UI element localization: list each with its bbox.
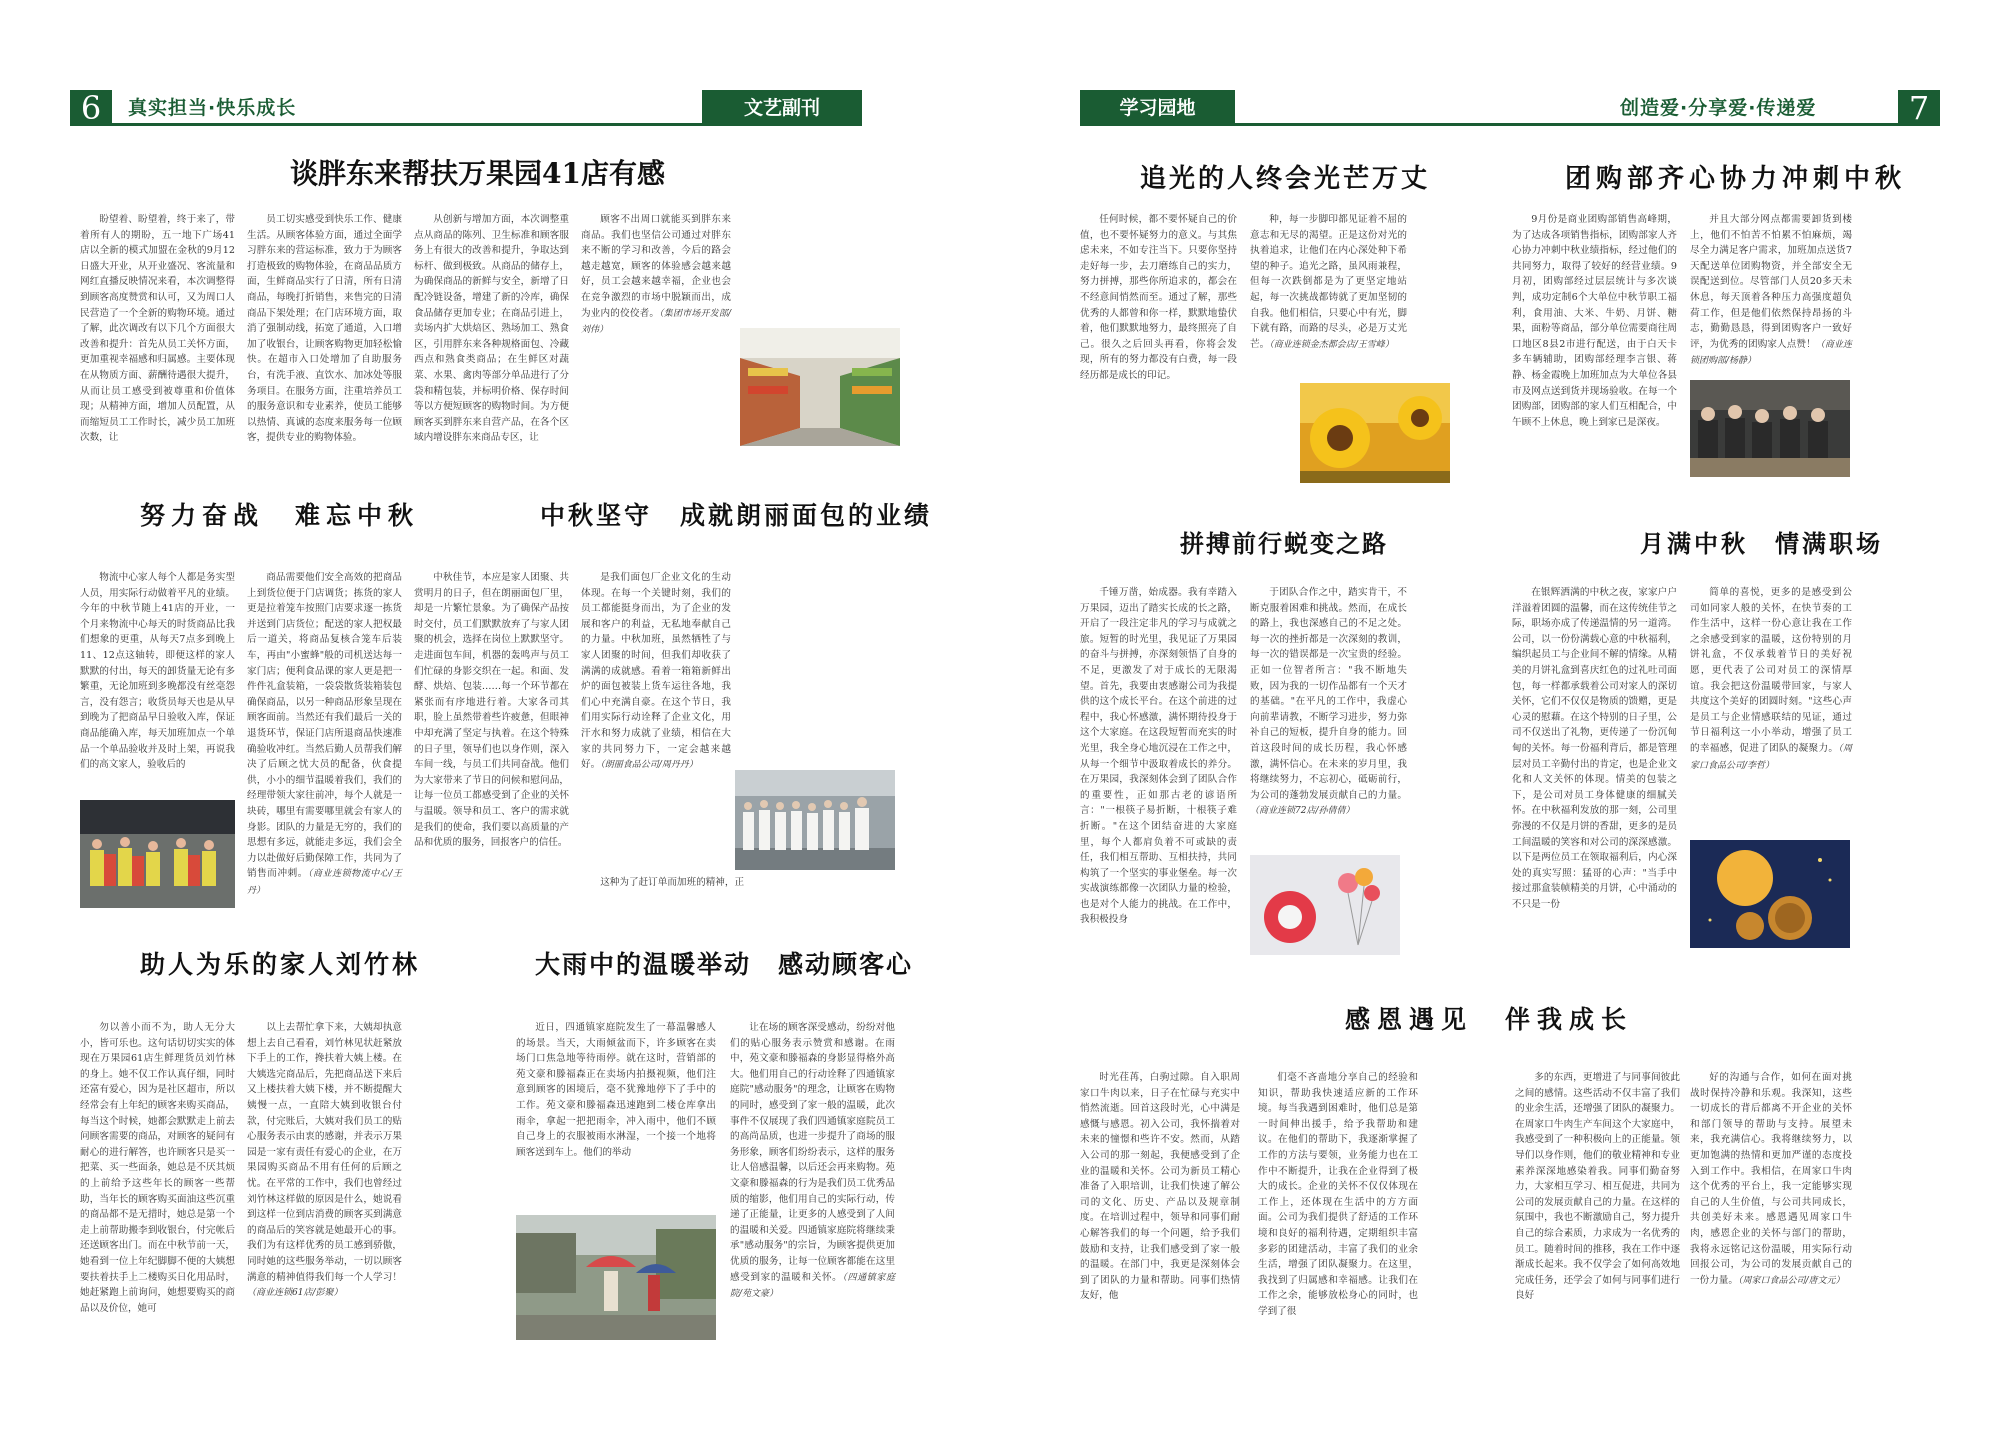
byline: （商业连锁团购部/杨静） (1690, 339, 1852, 367)
article-body: 们毫不吝啬地分享自己的经验和知识，帮助我快速适应新的工作环境。每当我遇到困难时，他们总是第一时间伸出援手，给予我帮助和建议。在他们的帮助下，我逐渐掌握了工作的方法与要领，业务能力也在工作中不断提升，让我在企业得到了极大的成长。企业的关怀不仅仅体现在工作上，还体现在生活中的方方面面。公司为我们提供了舒适的工作环境和良好的福利待遇，定期组织丰富多彩的团建活动，丰富了我们的业余生活，增强了团队凝聚力。在这里，我找到了归属感和幸福感。让我们在工作之余，能够放松身心的同时，也学到了很 (1258, 1072, 1418, 1317)
article-body: 让在场的顾客深受感动，纷纷对他们的贴心服务表示赞赏和感谢。在雨中，苑文豪和滕福森的身影显得格外高大。他们用自己的行动诠释了四通镇家庭院"感动服务"的理念，让顾客在购物的同时，感受到了家一般的温暖，此次事件不仅展现了我们四通镇家庭院员工的高尚品质，也进一步提升了商场的服务形象，顾客们纷纷表示，这样的服务让人倍感温馨，以后还会再来购物。苑文豪和滕福森的行为是我们员工优秀品质的缩影，他们用自己的实际行动，传递了正能量，让更多的人感受到了人间的温暖和关爱。四通镇家庭院将继续秉承"感动服务"的宗旨，为顾客提供更加优质的服务，让每一位顾客都能在这里感受到家的温暖和关怀。（四通镇家庭院/苑文豪） (730, 1022, 895, 1300)
article-body: 商品需要他们安全高效的把商品上到货位便于门店调货；拣货的家人更是拉着笼车按照门店要求逐一拣货并送到门店货位；配送的家人把权最后一道关，将商品复核合笼车后装车，再由"小蜜蜂"般的司机送达每一家门店；便利食品课的家人更是把一件件礼盒装箱，一袋袋散货装箱装包确保商品，以另一种商品形象呈现在顾客面前。当然还有我们最后一关的退货环节，保证门店所退商品快速准确验收冲红。当然后勤人员帮我们解决了后顾之忧大员的配备，伙食提供，小小的细节温暖着我们，我们的经理带领大家往前冲，每个人就是一块砖，哪里有需要哪里就会有家人的身影。团队的力量是无穷的，我们的思想有多远，就能走多远，我们会全力以赴做好后勤保障工作，共同为了销售而冲刺。（商业连锁物流中心/王丹） (247, 572, 402, 896)
bakery-staff-photo (735, 770, 895, 870)
byline: （周家口食品公司/唐文元） (1737, 1275, 1845, 1286)
header-slogan: 创造爱·分享爱·传递爱 (1620, 97, 1817, 119)
article-body: 物流中心家人每个人都是务实型人员，用实际行动做着平凡的业绩。今年的中秋节随上41店的开业，一个月来物流中心每天的时货商品比我们想象的更重，从每天7点多到晚上11、12点这轴转，即便这样的家人默默的付出，每天的卸货量无论有多繁重，无论加班到多晚都没有丝毫怨言，没有怨言；收货员每天也是从早到晚为了把商品早日验收入库，保证商品能确入库，每天加班加点一个单品一个单品验收并及时上架，再说我们的高文家人，验收后的 (80, 572, 235, 771)
article-title: 助人为乐的家人刘竹林 (140, 950, 421, 979)
byline: （四通镇家庭院/苑文豪） (730, 1272, 895, 1300)
left-header (70, 90, 930, 126)
article-body: 9月份是商业团购部销售高峰期，为了达成各项销售指标，团购部家人齐心协力冲刺中秋业绩指标，经过他们的共同努力，取得了较好的经营业绩。9月初，团购部经过层层统计与多次谈判，成功定制6个大单位中秋节职工福利，食用油、大米、牛奶、月饼、糖果，面粉等商品，部分单位需要商往周口地区8县2市进行配送，由于白天卡多车辆辅助，团购部经理李言银、蒋静、杨金霞晚上加班加点为大单位各县市及网点送到货并现场验收。在每一个团购部，团购部的家人们互相配合，中午顾不上休息，晚上到家已是深夜。 (1512, 214, 1677, 428)
article-body: 于团队合作之中，踏实肯干，不断克服着困难和挑战。然而，在成长的路上，我也深感自己的不足之处。每一次的挫折都是一次深刻的教训，每一次的错误都是一次宝贵的经验。正如一位智者所言："我不断地失败，因为我的一切作品都有一个天才的基础。"在平凡的工作中，我虚心向前辈请教，不断学习进步，努力弥补自己的短板，提升自身的能力。回首这段时间的成长历程，我心怀感激，满怀信心。在未来的岁月里，我将继续努力，不忘初心，砥砺前行，为公司的蓬勃发展贡献自己的力量。（商业连锁72店/孙倩倩） (1250, 587, 1407, 817)
article-body: 简单的喜悦，更多的是感受到公司如同家人般的关怀，在快节奏的工作生活中，这样一份心意让我在工作之余感受到家的温暖，这份特别的月饼礼盒，不仅承载着节日的美好祝愿，更代表了公司对员工的深情厚谊。我会把这份温暖带回家，与家人共度这个美好的团圆时刻。"这些心声是员工与企业情感联结的见证，通过节日福利这一小小举动，增强了员工的幸福感，促进了团队的凝聚力。（周家口食品公司/李哲） (1690, 587, 1852, 771)
byline: （集团市场开发部/刘伟） (581, 308, 731, 336)
header-rule (112, 123, 772, 126)
article-body: 时光荏苒，白驹过隙。自入职周家口牛肉以来，日子在忙碌与充实中悄然流逝。回首这段时光，心中满是感慨与感恩。初入公司，我怀揣着对未来的憧憬和些许不安。然而，从踏入公司的那一刻起，我便感受到了企业的温暖和关怀。公司为新员工精心准备了入职培训，让我们快速了解公司的文化、历史、产品以及规章制度。在培训过程中，领导和同事们耐心解答我们的每一个问题，给予我们鼓励和支持，让我们感受到了家一般的温暖。在部门中，我更是深刻体会到了团队的力量和帮助。同事们热情友好，他 (1080, 1072, 1240, 1302)
article-title: 努力奋战 难忘中秋 (140, 501, 420, 530)
article-title: 感恩遇见 伴我成长 (1345, 1005, 1634, 1034)
header-rule (1235, 123, 1898, 126)
article-body: 员工切实感受到快乐工作、健康生活。从顾客体验方面，通过全面学习胖东来的营运标准，致力于为顾客打造极致的购物体验，在商品品质方面，生鲜商品实行了日清，所有日清商品，每晚打折销售，来售完的日清商品下架处理；在门店环境方面，取消了强制动线，拓宽了通道，入口增加了收银台，让顾客购物更加轻松愉快。在超市入口处增加了自助服务台，有洗手液、直饮水、加冰处等服务项目。在服务方面，注重培养员工的服务意识和专业素养，使员工能够以热情、真诚的态度来服务每一位顾客，提供专业的购物体验。 (247, 214, 402, 444)
article-body: 从创新与增加方面，本次调整重点从商品的陈列、卫生标准和顾客服务上有很大的改善和提升，争取达到标杆、做到极致。从商品的储存上，为确保商品的新鲜与安全，新增了日配冷链设备，增建了新的冷库，确保食品储存更加专业；在商品引进上，卖场内扩大烘焙区、熟场加工、熟食区，引用胖东来各种规格面包、冷藏西点和熟食类商品；在生鲜区对蔬菜、水果、禽肉等部分单品进行了分袋和精包装，并标明价格、保存时间等以方便短顾客的购物时间。为方便顾客买到胖东来自营产品，在各个区域内增设胖东来商品专区，让 (414, 214, 569, 444)
right-header (1080, 90, 1940, 126)
article-body: 是我们面包厂企业文化的生动体现。在每一个关键时刻，我们的员工都能挺身而出，为了企业的发展和客户的利益，无私地奉献自己的力量。中秋加班，虽然牺牲了与家人团聚的时间，但我们却收获了满满的成就感。看着一箱箱新鲜出炉的面包被装上货车运往各地，我们心中充满自豪。在这个节日，我们用实际行动诠释了企业文化，用汗水和努力成就了业绩，相信在大家的共同努力下，一定会越来越好。（朗丽食品公司/周丹丹） (581, 572, 731, 771)
article-body: 近日，四通镇家庭院发生了一幕温馨感人的场景。当天，大雨倾盆而下，许多顾客在卖场门口焦急地等待雨停。就在这时，营销部的苑文豪和滕福森正在卖场内拍摄视频，他们注意到顾客的困境后，毫不犹豫地停下了手中的工作。苑文豪和滕福森迅速跑到二楼仓库拿出雨伞，拿起一把把雨伞，冲入雨中，他们不顾自己身上的衣服被雨水淋湿，一个接一个地将顾客送到车上。他们的举动 (516, 1022, 716, 1158)
page-number: 7 (1898, 90, 1940, 126)
article-body: 中秋佳节，本应是家人团聚、共赏明月的日子，但在朗丽面包厂里，却是一片繁忙景象。为了确保产品按时交付，员工们默默放弃了与家人团聚的机会，选择在岗位上默默坚守。走进面包车间，机器的轰鸣声与员工们忙碌的身影交织在一起。和面、发酵、烘焙、包装……每一个环节都在紧张而有序地进行着。大家各司其职，脸上虽然带着些许疲惫，但眼神中却充满了坚定与执着。在这个特殊的日子里，领导们也以身作则，深入车间一线，与员工们共同奋战。他们为大家带来了节日的问候和慰问品，让每一位员工都感受到了企业的关怀与温暖。领导和员工、客户的需求就是我们的使命，我们要以高质量的产品和优质的服务，回报客户的信任。 (414, 572, 569, 849)
article-body: 盼望着、盼望着，终于来了，带着所有人的期盼，五一地下广场41店以全新的模式加盟在金秋的9月12日盛大开业，从开业盛况、客流量和网红直播反映情况来看，本次调整得到顾客高度赞赏和认可，又为周口人民营造了一个全新的购物环境。通过了解，此次调改有以下几个方面很大改善和提升：首先从员工关怀方面，更加重视幸福感和归属感。主要体现在从物质方面、薪酬待遇很大提升，从而让员工感受到被尊重和价值体现；从精神方面，增加人员配置，从而缩短员工工作时长，减少员工加班次数，让 (80, 214, 235, 444)
article-title: 月满中秋 情满职场 (1640, 529, 1883, 558)
right-page (1000, 0, 2000, 1445)
byline: （商业连锁61店/彭聚） (247, 1288, 343, 1299)
article-body: 以上去帮忙拿下来，大姨却执意想上去自己看看，刘竹林见状赶紧放下手上的工作，搀扶着大姨上楼。在大姨选完商品后，先把商品送下来后又上楼扶着大姨下楼，并不断提醒大姨慢一点，一直陪大姨到收银台付款，付完账后，大姨对我们员工的贴心服务表示由衷的感谢，并表示万果园是一家有责任有爱心的企业，在万果园购买商品不用有任何的后顾之忧。在平常的工作中，我们也曾经过刘竹林这样做的原因是什么，她说看到这样一位到店消费的顾客买到满意的商品后的笑容就是她最开心的事。我们为有这样优秀的员工感到骄傲，同时她的这些服务举动，一切以顾客满意的精神值得我们每一个人学习！（商业连锁61店/彭聚） (247, 1022, 402, 1299)
article-title: 中秋坚守 成就朗丽面包的业绩 (540, 501, 933, 530)
byline: （朗丽食品公司/周丹丹） (600, 760, 698, 771)
sunflower-photo (1300, 383, 1450, 483)
byline: （商业连锁金杰都会店/王雪峰） (1269, 339, 1394, 350)
article-body: 好的沟通与合作，如何在面对挑战时保持冷静和乐观。我深知，这些一切成长的背后都离不开企业的关怀和部门领导的帮助与支持。展望未来，我充满信心。我将继续努力，以更加饱满的热情和更加严谨的态度投入到工作中。我相信，在周家口牛肉这个优秀的平台上，我一定能够实现自己的人生价值，与公司共同成长，共创美好未来。感恩遇见周家口牛肉，感恩企业的关怀与部门的帮助，我将永远铭记这份温暖，用实际行动回报公司，为公司的发展贡献自己的一份力量。（周家口食品公司/唐文元） (1690, 1072, 1852, 1286)
byline: （商业连锁72店/孙倩倩） (1250, 806, 1355, 817)
article-body: 千锤万凿，始成器。我有幸踏入万果园，迈出了踏实长成的长之路，开启了一段注定非凡的学习与成就之旅。短暂的时光里，我见证了万果园的奋斗与拼搏，亦深刻领悟了自身的不足，更激发了对于成长的无限渴望。首先，我要由衷感谢公司为我提供的这个成长平台。在这个前进的过程中，我心怀感激，满怀期待投身于这个大家庭。在这段短暂而充实的时光里，我全身心地沉浸在工作之中，从每一个细节中汲取着成长的养分。在万果园，我深刻体会到了团队合作的重要性，正如那古老的谚语所言："一根筷子易折断，十根筷子难折断。"在这个团结奋进的大家庭里，每个人都肩负着不可或缺的责任，我们相互帮助、互相扶持，共同构筑了一个坚实的事业堡垒。每一次实战演练都像一次团队力量的检验，也是对个人能力的挑战。在工作中，我积极投身 (1080, 587, 1237, 926)
mooncake-photo (1690, 840, 1850, 948)
article-title: 追光的人终会光芒万丈 (1140, 164, 1431, 194)
rain-umbrella-photo (516, 1215, 716, 1340)
section-tab: 学习园地 (1080, 90, 1235, 126)
article-body: 在银辉洒满的中秋之夜，家家户户洋溢着团圆的温馨，而在这传统佳节之际，职场亦成了传递温情的另一道湾。公司，以一份份满载心意的中秋福利，编织起员工与企业间不解的情缘。从精美的月饼礼盒到喜庆红色的过礼吐司面包，每一样都承载着公司对家人的深切关怀，它们不仅仅是物质的馈赠，更是心灵的慰藉。在这个特别的日子里，公司不仅送出了礼物，更传递了一份沉甸甸的关怀。每一份福利背后，都是管理层对员工辛勤付出的肯定，也是企业文化和人文关怀的体现。情美的包装之下，是公司对员工身体健康的细腻关怀。在中秋福利发放的那一刻，公司里弥漫的不仅是月饼的香甜，更多的是员工间温暖的笑容和对公司的深深感激。以下是两位员工在领取福利后，内心深处的真实写照：猛哥的心声："当手中接过那盒装帧精美的月饼，心中涌动的不只是一份 (1512, 587, 1677, 910)
article-body: 并且大部分网点都需要卸货到楼上，他们不怕苦不怕累不怕麻烦，竭尽全力满足客户需求，加班加点送货7天配送单位团购物资，并全部安全无误配送到位。尽管部门人员20多天未休息，每天顶着各种压力高强度超负荷工作，但是他们依然保持昂扬的斗志，勤勤恳恳，得到团购客户一致好评，为优秀的团购家人点赞！（商业连锁团购部/杨静） (1690, 214, 1852, 367)
article-title: 拼搏前行蜕变之路 (1180, 529, 1388, 558)
article-body: 任何时候，都不要怀疑自己的价值，也不要怀疑努力的意义。与其焦虑未来，不如专注当下。只要你坚持走好每一步，去刀磨练自己的实力，努力拼搏，那些你所追求的，都会在不经意间悄然而至。通过了解，那些优秀的人都曾和你一样，默默地蛰伏着，他们默默地努力，最终照亮了自己。很久之后回头再看，你将会发现，所有的努力都没有白费，每一段经历都是成长的印记。 (1080, 214, 1237, 381)
team-dinner-photo (1690, 380, 1850, 477)
section-tab: 文艺副刊 (702, 90, 862, 126)
article-body: 顾客不出周口就能买到胖东来商品。我们也坚信公司通过对胖东来不断的学习和改善，今后的路会越走越宽，顾客的体验感会越来越好，员工会越来越幸福，企业也会在竞争激烈的市场中脱颖而出，成为业内的佼佼者。（集团市场开发部/刘伟） (581, 214, 731, 336)
team-photo (80, 800, 235, 908)
byline: （商业连锁物流中心/王丹） (247, 869, 402, 896)
article-title: 谈胖东来帮扶万果园41店有感 (290, 157, 665, 190)
article-title: 大雨中的温暖举动 感动顾客心 (535, 950, 914, 979)
article-body: 多的东西，更增进了与同事间彼此之间的感情。这些活动不仅丰富了我们的业余生活，还增强了团队的凝聚力。在周家口牛肉生产车间这个大家庭中，我感受到了一种积极向上的正能量。领导们以身作则，他们的敬业精神和专业素养深深地感染着我。同事们勤奋努力，大家相互学习、相互促进，共同为公司的发展贡献自己的力量。在这样的氛围中，我也不断激励自己，努力提升自己的综合素质，力求成为一名优秀的员工。随着时间的推移，我在工作中逐渐成长起来。我不仅学会了如何高效地完成任务，还学会了如何与同事们进行良好 (1515, 1072, 1680, 1302)
supermarket-photo (740, 328, 900, 446)
page-number: 6 (70, 90, 112, 126)
article-body: 勿以善小而不为，助人无分大小，皆可乐也。这句话切切实实的体现在万果园61店生鲜理货员刘竹林的身上。她不仅工作认真仔细，同时还富有爱心，因为是社区超市，所以经常会有上年纪的顾客来购买商品，每当这个时候，她都会默默走上前去问顾客需要的商品，对顾客的疑问有耐心的进行解答，也许顾客只是买一把菜、买一些面条，她总是不厌其烦的上前给予这些年长的顾客一些帮助，当年长的顾客购买面油这些沉重的商品都不是无措时，她总是第一个走上前帮助搬李到收银台，付完帐后还送顾客出门。而在中秋节前一天，她看到一位上年纪脚脚不便的大姨想要扶着扶手上二楼购买日化用品时，她赶紧跑上前询问，她想要购买的商品以及价位，她可 (80, 1022, 235, 1314)
header-slogan: 真实担当·快乐成长 (128, 97, 297, 119)
article-body: 种，每一步脚印都见证着不屈的意志和无尽的渴望。正是这份对光的执着追求，让他们在内心深处种下希望的种子。追光之路，虽风雨兼程，但每一次跌倒都是为了更坚定地站起，每一次挑战都铸就了更加坚韧的自我。他们相信，只要心中有光，脚下就有路，而路的尽头，必是万丈光芒。（商业连锁金杰都会店/王雪峰） (1250, 214, 1407, 350)
article-title: 团购部齐心协力冲刺中秋 (1565, 164, 1907, 194)
byline: （周家口食品公司/李哲） (1690, 743, 1852, 771)
article-body: 这种为了赶订单而加班的精神，正 (600, 877, 745, 888)
balloon-flower-photo (1250, 855, 1400, 955)
